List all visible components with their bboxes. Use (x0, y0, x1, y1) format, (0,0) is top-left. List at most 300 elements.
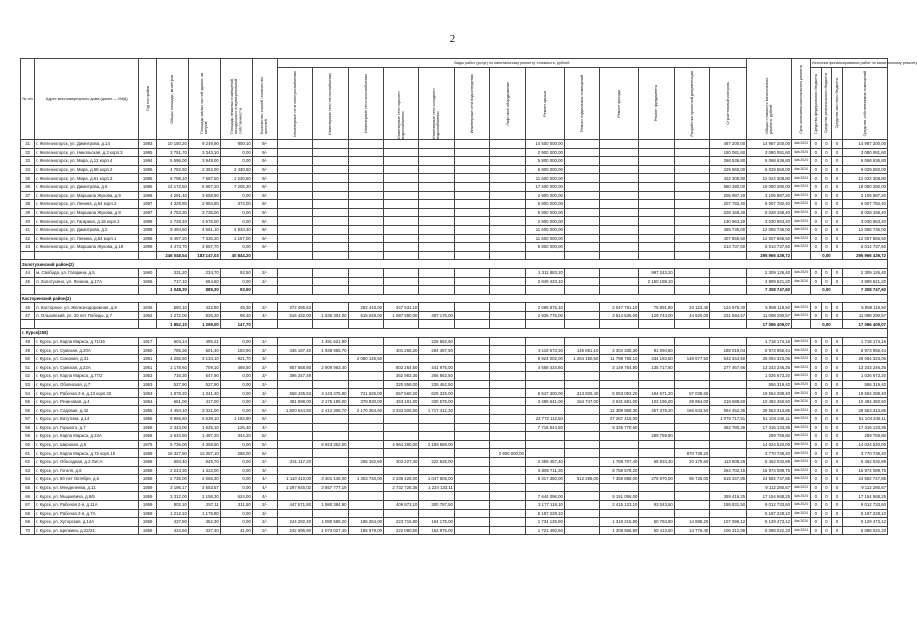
row-year: 1953 (139, 372, 157, 381)
row-work-cost (674, 483, 709, 492)
row-living-area: 547,90 (188, 372, 220, 381)
row-work-cost (490, 500, 525, 509)
row-work-cost: 50 413,60 (639, 526, 674, 535)
row-fund-owner: 6 029 560,00 (842, 165, 887, 174)
row-total-cost: 3 030 963,20 (747, 217, 792, 226)
row-work-cost (383, 225, 418, 234)
row-work-cost (348, 140, 383, 149)
row-fund-fed: 0 (810, 303, 821, 312)
row-work-cost (348, 182, 383, 191)
row-work-cost (277, 225, 312, 234)
row-fund-owner: 3 030 963,20 (842, 217, 887, 226)
subtotal-row (21, 320, 888, 329)
row-municipal-area: 0,00 (220, 509, 252, 518)
row-fund-reg: 0 (821, 208, 832, 217)
row-year: 1958 (139, 423, 157, 432)
row-work-cost: 447 571,80 (277, 500, 312, 509)
row-work-cost (564, 277, 599, 286)
row-work-cost (383, 182, 418, 191)
row-work-cost: 235 462,50 (419, 380, 454, 389)
row-work-cost (639, 174, 674, 183)
row-deadline: 4кв.2024 (792, 311, 811, 320)
row-floors: 4/- (252, 423, 277, 432)
row-work-cost: 362 983,30 (383, 372, 418, 381)
subtotal-municipal-area: 147,70 (220, 320, 252, 329)
row-floors: 5/- (252, 415, 277, 424)
row-total-area: 5 736,00 (156, 440, 188, 449)
row-fund-reg: 0 (821, 182, 832, 191)
row-work-cost: 145 651,10 (564, 346, 599, 355)
row-work-cost: 1 734 125,80 (525, 518, 564, 527)
row-floors: 2/- (252, 500, 277, 509)
row-work-cost (419, 182, 454, 191)
row-fund-mun: 0 (832, 457, 843, 466)
row-fund-mun: 0 (832, 432, 843, 441)
row-fund-owner: 5 462 032,89 (842, 457, 887, 466)
row-work-cost: 1 047 505,00 (419, 475, 454, 484)
row-work-cost (454, 148, 489, 157)
capital-repair-table (20, 58, 917, 535)
row-fund-mun: 0 (832, 346, 843, 355)
subtotal-fund-owner: 295 966 439,72 (842, 251, 887, 260)
row-work-cost (313, 354, 348, 363)
row-work-cost (639, 483, 674, 492)
row-work-cost (639, 492, 674, 501)
row-floors: 5/- (252, 432, 277, 441)
subtotal-empty (600, 251, 639, 260)
row-work-cost (419, 191, 454, 200)
row-floors: 4/- (252, 311, 277, 320)
subtotal-empty (277, 320, 312, 329)
row-fund-owner: 15 974 089,75 (842, 466, 887, 475)
row-work-cost (419, 234, 454, 243)
row-work-cost (639, 337, 674, 346)
row-fund-fed: 0 (810, 423, 821, 432)
row-work-cost (490, 432, 525, 441)
row-work-cost: 558 435,53 (277, 389, 312, 398)
row-work-cost (525, 449, 564, 458)
row-work-cost: 7 644 096,00 (525, 492, 564, 501)
row-municipal-area: 624,00 (220, 492, 252, 501)
row-work-cost (710, 449, 747, 458)
row-municipal-area: 0,00 (220, 217, 252, 226)
row-total-cost: 5 462 032,89 (747, 457, 792, 466)
row-municipal-area: 0,00 (220, 457, 252, 466)
row-work-cost (383, 432, 418, 441)
row-work-cost (313, 243, 348, 252)
row-municipal-area: 0,00 (220, 466, 252, 475)
row-work-cost (710, 380, 747, 389)
row-work-cost (348, 337, 383, 346)
row-work-cost (564, 500, 599, 509)
row-fund-reg: 0 (821, 217, 832, 226)
row-work-cost (277, 200, 312, 209)
row-work-cost: 44 520,00 (674, 311, 709, 320)
row-year: 1959 (139, 492, 157, 501)
row-floors: 4/- (252, 483, 277, 492)
row-work-cost (674, 174, 709, 183)
row-work-cost: 244 282,40 (277, 518, 312, 527)
row-work-cost: 2 732 725,35 (383, 483, 418, 492)
row-year: 1956 (139, 415, 157, 424)
subtotal-empty (419, 251, 454, 260)
row-deadline: 4кв.2024 (792, 449, 811, 458)
row-work-cost (348, 217, 383, 226)
subtotal-empty (348, 251, 383, 260)
row-living-area: 601,40 (188, 346, 220, 355)
row-total-cost: 14 987 200,00 (747, 140, 792, 149)
subtotal-empty (21, 320, 35, 329)
row-number: 33 (21, 157, 35, 166)
row-work-cost (277, 466, 312, 475)
row-work-cost (348, 415, 383, 424)
row-work-cost (490, 200, 525, 209)
row-number: 45 (21, 277, 35, 286)
row-deadline: 4кв.2024 (792, 492, 811, 501)
row-fund-fed: 0 (810, 234, 821, 243)
row-fund-reg: 0 (821, 432, 832, 441)
row-municipal-area: 344,20 (220, 432, 252, 441)
row-fund-owner: 3 770 739,20 (842, 449, 887, 458)
row-fund-fed: 0 (810, 526, 821, 535)
row-work-cost (454, 492, 489, 501)
row-living-area: 2 576,00 (188, 217, 220, 226)
row-year: 1959 (139, 509, 157, 518)
row-work-cost (454, 432, 489, 441)
table-row (21, 423, 888, 432)
row-number: 53 (21, 380, 35, 389)
row-total-area: 2 735,00 (156, 475, 188, 484)
row-work-cost (383, 165, 418, 174)
row-work-cost (454, 526, 489, 535)
row-number: 46 (21, 303, 35, 312)
row-work-cost: 313 825,40 (564, 389, 599, 398)
row-work-cost (639, 466, 674, 475)
subtotal-empty (674, 286, 709, 295)
capital-repair-table-wrap (20, 58, 917, 535)
row-fund-mun: 0 (832, 217, 843, 226)
row-year: 1959 (139, 500, 157, 509)
row-work-cost (674, 466, 709, 475)
row-municipal-area: 0,00 (220, 372, 252, 381)
subtotal-empty (490, 251, 525, 260)
row-work-cost (525, 337, 564, 346)
row-work-cost: 1 980 384,90 (313, 500, 348, 509)
table-row (21, 191, 888, 200)
subtotal-empty (35, 286, 139, 295)
row-work-cost: 162 975,00 (419, 526, 454, 535)
row-work-cost (639, 243, 674, 252)
row-year: 1997 (139, 200, 157, 209)
row-work-cost (674, 277, 709, 286)
row-work-cost (710, 509, 747, 518)
row-fund-reg: 0 (821, 449, 832, 458)
group-title: Касторенский район(2) (21, 294, 888, 303)
row-work-cost (454, 208, 489, 217)
row-floors: 2/- (252, 526, 277, 535)
subtotal-empty (792, 251, 811, 260)
row-year: 1959 (139, 483, 157, 492)
row-work-cost: 2 900 000,00 (525, 191, 564, 200)
row-total-cost: 51 104 246,11 (747, 415, 792, 424)
row-total-cost: 18 080 280,00 (747, 182, 792, 191)
row-number: 59 (21, 432, 35, 441)
row-floors: 5/- (252, 440, 277, 449)
row-address: г. Железногорск, ул. Мира, д.58 корп.2 (35, 165, 139, 174)
row-work-cost (454, 200, 489, 209)
row-work-cost (348, 363, 383, 372)
subtotal-empty (454, 286, 489, 295)
group-header-row (21, 294, 888, 303)
header-row-top (21, 59, 888, 68)
row-work-cost (454, 268, 489, 277)
row-deadline: 4кв.2024 (792, 483, 811, 492)
row-total-area: 4 256,50 (156, 354, 188, 363)
row-deadline: 4кв.2024 (792, 500, 811, 509)
row-work-cost: 4 143 475,80 (313, 389, 348, 398)
col-header-basement: Ремонт подвальных помещений (564, 68, 599, 140)
subtotal-empty (674, 251, 709, 260)
row-work-cost (383, 140, 418, 149)
row-fund-owner: 51 104 246,11 (842, 415, 887, 424)
col-header-floors: Количество этажей / количество жителей (252, 59, 277, 140)
subtotal-empty (639, 251, 674, 260)
row-living-area: 6 967,20 (188, 182, 220, 191)
row-total-cost: 6 028 158,40 (747, 208, 792, 217)
row-work-cost: 487 176,00 (419, 311, 454, 320)
row-work-cost: 4 668 434,60 (525, 363, 564, 372)
row-total-area: 3 751,70 (156, 148, 188, 157)
row-living-area: 709,10 (188, 363, 220, 372)
row-total-area: 527,90 (156, 380, 188, 389)
row-fund-reg: 0 (821, 311, 832, 320)
row-work-cost (639, 415, 674, 424)
row-work-cost: 7 716 644,50 (525, 423, 564, 432)
row-work-cost: 1 264 180,50 (564, 354, 599, 363)
row-year: 1994 (139, 157, 157, 166)
row-deadline: 4кв.2024 (792, 346, 811, 355)
row-work-cost (710, 268, 747, 277)
row-work-cost (454, 423, 489, 432)
table-row (21, 182, 888, 191)
row-number: 50 (21, 354, 35, 363)
row-municipal-area: 288,00 (220, 449, 252, 458)
row-work-cost (419, 200, 454, 209)
row-fund-mun: 0 (832, 165, 843, 174)
row-work-cost (600, 277, 639, 286)
row-deadline: 4кв.2024 (792, 526, 811, 535)
row-work-cost (277, 165, 312, 174)
row-work-cost: 2 175 189,00 (313, 397, 348, 406)
row-work-cost (600, 165, 639, 174)
row-work-cost (313, 208, 348, 217)
row-address: г. Курск, ул. 50 лет Октября, д.6 (35, 475, 139, 484)
row-total-area: 5 596,00 (156, 157, 188, 166)
row-number: 31 (21, 140, 35, 149)
row-work-cost: 5 800 000,00 (525, 157, 564, 166)
table-row (21, 415, 888, 424)
row-work-cost (348, 165, 383, 174)
row-work-cost: 188 019,04 (710, 346, 747, 355)
subtotal-empty (454, 251, 489, 260)
row-fund-reg: 0 (821, 457, 832, 466)
row-total-area: 2 243,30 (156, 466, 188, 475)
row-work-cost (490, 311, 525, 320)
subtotal-total-cost: 17 086 409,07 (747, 320, 792, 329)
row-work-cost (674, 363, 709, 372)
row-work-cost (490, 191, 525, 200)
row-work-cost: 222 080,60 (383, 526, 418, 535)
row-total-area: 604,14 (156, 337, 188, 346)
row-total-cost: 5 197 228,10 (747, 509, 792, 518)
row-floors: 9/- (252, 234, 277, 243)
table-row (21, 440, 888, 449)
row-fund-reg: 0 (821, 526, 832, 535)
row-work-cost (383, 268, 418, 277)
row-fund-owner: 6 028 158,40 (842, 208, 887, 217)
row-living-area: 2 653,57 (188, 483, 220, 492)
row-work-cost: 5 053 093,20 (600, 389, 639, 398)
row-fund-owner: 5 088 022,33 (842, 526, 887, 535)
row-work-cost: 185 979,00 (348, 526, 383, 535)
row-living-area: 3 735,00 (188, 208, 220, 217)
row-work-cost (490, 234, 525, 243)
row-work-cost (564, 423, 599, 432)
row-work-cost (490, 475, 525, 484)
row-work-cost (674, 423, 709, 432)
row-total-area: 3 196,17 (156, 483, 188, 492)
row-work-cost (490, 466, 525, 475)
row-fund-reg: 0 (821, 337, 832, 346)
row-work-cost: 330 575,00 (419, 397, 454, 406)
table-row (21, 509, 888, 518)
row-work-cost (454, 466, 489, 475)
row-work-cost (383, 337, 418, 346)
row-work-cost (348, 466, 383, 475)
row-work-cost (348, 225, 383, 234)
row-total-area: 4 291,40 (156, 191, 188, 200)
table-row (21, 457, 888, 466)
row-total-cost: 9 012 733,60 (747, 500, 792, 509)
row-fund-owner: 6 014 737,60 (842, 243, 887, 252)
row-work-cost (564, 406, 599, 415)
row-municipal-area: 921,70 (220, 354, 252, 363)
row-address: г. Курск, ул. Рабочая 2-я, д.7А (35, 509, 139, 518)
row-year: 1951 (139, 363, 157, 372)
table-row (21, 406, 888, 415)
row-work-cost (454, 372, 489, 381)
row-work-cost: 268 636,80 (710, 157, 747, 166)
row-work-cost (564, 380, 599, 389)
row-work-cost (348, 243, 383, 252)
row-fund-fed: 0 (810, 191, 821, 200)
row-work-cost (454, 415, 489, 424)
row-work-cost (383, 243, 418, 252)
table-row (21, 500, 888, 509)
row-work-cost (313, 148, 348, 157)
row-fund-fed: 0 (810, 449, 821, 458)
row-work-cost (490, 303, 525, 312)
row-work-cost (639, 380, 674, 389)
row-municipal-area: 1 183,90 (220, 415, 252, 424)
row-year: 1936 (139, 303, 157, 312)
row-work-cost (600, 268, 639, 277)
table-row (21, 354, 888, 363)
row-work-cost (277, 140, 312, 149)
subtotal-fund-owner: 7 308 747,60 (842, 286, 887, 295)
row-work-cost: 3 489 641,00 (525, 397, 564, 406)
row-work-cost (639, 157, 674, 166)
row-total-area: 717,10 (156, 277, 188, 286)
row-number: 32 (21, 148, 35, 157)
row-work-cost: 1 080 589,20 (313, 518, 348, 527)
row-fund-fed: 0 (810, 483, 821, 492)
row-work-cost (674, 182, 709, 191)
row-work-cost (674, 157, 709, 166)
subtotal-empty (139, 286, 157, 295)
row-work-cost (277, 423, 312, 432)
row-work-cost (419, 268, 454, 277)
row-floors: 3/- (252, 354, 277, 363)
row-deadline: 4кв.2024 (792, 397, 811, 406)
row-work-cost: 857 658,80 (277, 363, 312, 372)
row-work-cost (277, 432, 312, 441)
subtotal-living-area: 1 269,00 (188, 320, 220, 329)
row-work-cost (348, 423, 383, 432)
row-municipal-area: 0,00 (220, 337, 252, 346)
row-work-cost (674, 234, 709, 243)
row-work-cost (277, 380, 312, 389)
subtotal-fund-zero: 0,00 (810, 320, 842, 329)
row-number: 43 (21, 243, 35, 252)
row-fund-fed: 0 (810, 363, 821, 372)
col-header-supervision: Строительный контроль (710, 68, 747, 140)
row-fund-owner: 5 197 228,10 (842, 509, 887, 518)
row-work-cost: 2 170 354,60 (348, 406, 383, 415)
row-floors: 2/- (252, 303, 277, 312)
row-total-cost: 24 692 747,85 (747, 475, 792, 484)
row-work-cost (454, 277, 489, 286)
row-fund-owner: 289 759,80 (842, 432, 887, 441)
row-work-cost (313, 415, 348, 424)
row-work-cost (600, 337, 639, 346)
row-work-cost: 2 047 781,10 (600, 303, 639, 312)
row-deadline: 4кв.2024 (792, 208, 811, 217)
row-work-cost (639, 165, 674, 174)
row-work-cost (710, 432, 747, 441)
row-work-cost (490, 165, 525, 174)
row-address: г. Курск, ул. Менделеева, д.11 (35, 483, 139, 492)
row-work-cost: 2 900 000,00 (525, 148, 564, 157)
row-work-cost (454, 406, 489, 415)
row-floors: 2/- (252, 363, 277, 372)
row-total-area: 14 172,50 (156, 182, 188, 191)
row-deadline: 4кв.2024 (792, 277, 811, 286)
row-address: г. Курск, ул. Союзная, д.31 (35, 354, 139, 363)
row-fund-owner: 2 309 126,40 (842, 268, 887, 277)
row-work-cost: 512 295,00 (564, 475, 599, 484)
row-work-cost (674, 346, 709, 355)
row-work-cost (313, 372, 348, 381)
row-work-cost: 22 772 112,50 (525, 415, 564, 424)
row-fund-fed: 0 (810, 440, 821, 449)
row-work-cost (454, 303, 489, 312)
row-work-cost (490, 217, 525, 226)
row-work-cost (277, 415, 312, 424)
row-year: 1958 (139, 432, 157, 441)
row-work-cost (674, 140, 709, 149)
subtotal-living-area: 889,30 (188, 286, 220, 295)
